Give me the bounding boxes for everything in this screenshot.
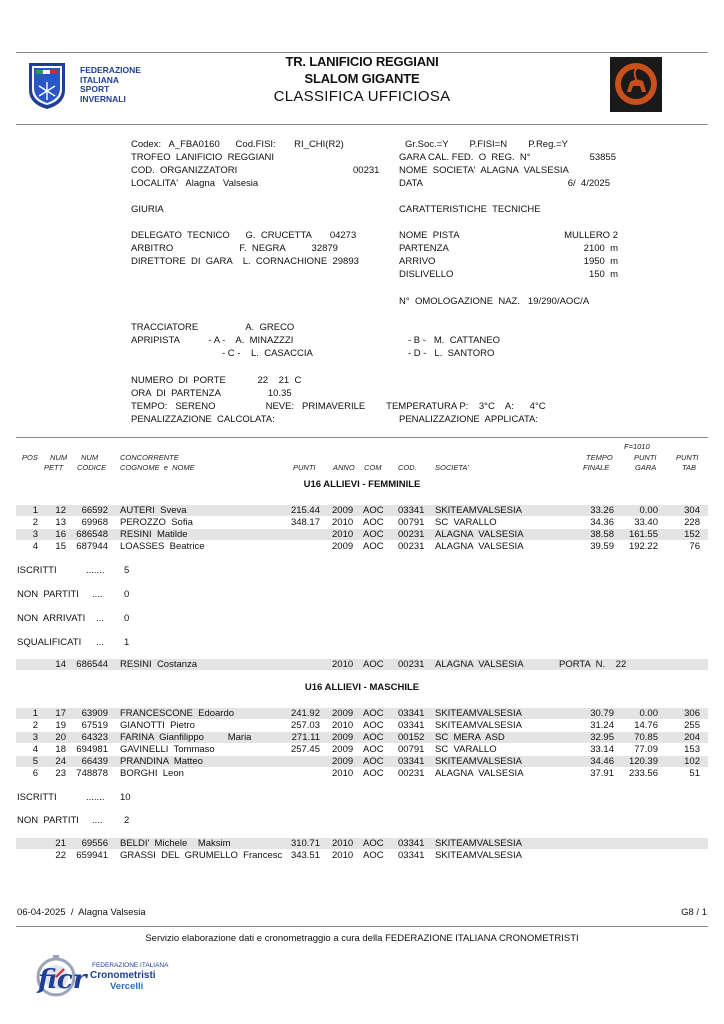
cell-punti: 257.45 — [290, 744, 320, 755]
cell-pos: 3 — [32, 732, 38, 743]
cell-pos: 2 — [32, 720, 38, 731]
trofeo: TROFEO LANIFICIO REGGIANI — [131, 152, 275, 163]
cell-com: AOC — [363, 541, 384, 552]
cell-punti: 348.17 — [290, 517, 320, 528]
gara-cal-label: GARA CAL. FED. O REG. N° — [399, 152, 531, 163]
cell-punti-tab: 204 — [684, 732, 700, 743]
header-rule — [16, 124, 708, 125]
col-num-pett-1: NUM — [50, 453, 68, 462]
cell-anno: 2010 — [332, 720, 354, 731]
cell-punti-tab: 304 — [684, 505, 700, 516]
cell-societa: SKITEAMVALSESIA — [435, 720, 522, 731]
cell-pett: 13 — [55, 517, 66, 528]
non-arrivati-dots: ... — [96, 613, 104, 624]
cell-cod: 03341 — [398, 850, 425, 861]
iscritti-count: 5 — [124, 565, 130, 576]
cell-punti-tab: 102 — [684, 756, 700, 767]
cell-tempo: 30.79 — [590, 708, 614, 719]
cell-cod: 03341 — [398, 838, 425, 849]
non-partiti-label: NON PARTITI — [17, 815, 79, 826]
fisi-logo-line: SPORT — [80, 84, 110, 94]
cell-com: AOC — [363, 744, 384, 755]
cell-com: AOC — [363, 659, 384, 670]
cell-pett: 20 — [55, 732, 66, 743]
codex-line: Codex: A_FBA0160 Cod.FISI: RI_CHI(R2) — [131, 139, 344, 150]
cell-tempo: 32.95 — [590, 732, 614, 743]
cell-anno: 2010 — [332, 659, 354, 670]
cell-codice: 686548 — [76, 529, 108, 540]
club-logo — [610, 57, 662, 112]
cell-pos: 1 — [32, 505, 38, 516]
cell-punti-gara: 192.22 — [628, 541, 658, 552]
ficr-logo — [34, 950, 169, 1000]
fisi-logo-line: FEDERAZIONE — [80, 65, 141, 75]
data-value: 6/ 4/2025 — [567, 178, 610, 189]
cell-societa: SC VARALLO — [435, 517, 497, 528]
cell-anno: 2009 — [332, 541, 354, 552]
cell-nome: GIANOTTI Pietro — [120, 720, 195, 731]
col-societa: SOCIETA' — [435, 463, 469, 472]
cell-cod: 00231 — [398, 541, 425, 552]
squalificati-label: SQUALIFICATI — [17, 637, 82, 648]
caratteristiche-heading: CARATTERISTICHE TECNICHE — [399, 204, 541, 215]
cell-punti-gara: 233.56 — [628, 768, 658, 779]
non-partiti-dots: .... — [92, 815, 103, 826]
cell-anno: 2010 — [332, 850, 354, 861]
cell-pett: 14 — [55, 659, 66, 670]
cell-punti: 310.71 — [290, 838, 320, 849]
cell-societa: SC VARALLO — [435, 744, 497, 755]
cell-anno: 2009 — [332, 732, 354, 743]
cell-cod: 00231 — [398, 529, 425, 540]
squalificati-count: 1 — [124, 637, 130, 648]
cell-anno: 2009 — [332, 744, 354, 755]
col-num-pett-2: PETT — [44, 463, 64, 472]
cell-punti-tab: 152 — [684, 529, 700, 540]
footer-date-place: 06-04-2025 / Alagna Valsesia — [17, 907, 146, 918]
cell-pett: 21 — [55, 838, 66, 849]
cell-pett: 16 — [55, 529, 66, 540]
cell-punti: 215.44 — [290, 505, 320, 516]
cell-punti-gara: 0.00 — [639, 708, 658, 719]
cell-com: AOC — [363, 850, 384, 861]
gr-soc-line: Gr.Soc.=Y P.FISI=N P.Reg.=Y — [405, 139, 568, 150]
col-pos: POS — [22, 453, 38, 462]
footer-rule — [16, 926, 708, 927]
cell-nome: LOASSES Beatrice — [120, 541, 205, 552]
col-f-factor: F=1010 — [624, 442, 650, 451]
col-num-codice-1: NUM — [81, 453, 99, 462]
cell-codice: 659941 — [76, 850, 108, 861]
cell-com: AOC — [363, 838, 384, 849]
cell-societa: SC MERA ASD — [435, 732, 505, 743]
cell-punti-tab: 153 — [684, 744, 700, 755]
section-title-maschile: U16 ALLIEVI - MASCHILE — [304, 682, 420, 693]
cell-punti: 343.51 — [290, 850, 320, 861]
col-punti-tab-1: PUNTI — [676, 453, 699, 462]
cell-nome: FRANCESCONE Edoardo — [120, 708, 235, 719]
col-num-codice-2: CODICE — [77, 463, 107, 472]
non-partiti-dots: .... — [92, 589, 103, 600]
col-com: COM — [364, 463, 382, 472]
cod-org-value: 00231 — [353, 165, 380, 176]
delegato-tecnico: DELEGATO TECNICO G. CRUCETTA 04273 — [131, 230, 357, 241]
cell-nome: BORGHI Leon — [120, 768, 184, 779]
cell-societa: ALAGNA VALSESIA — [435, 659, 524, 670]
cell-codice: 694981 — [76, 744, 108, 755]
iscritti-count: 10 — [120, 792, 131, 803]
col-concorrente-2: COGNOME e NOME — [120, 463, 195, 472]
cell-punti-gara: 120.39 — [628, 756, 658, 767]
arbitro: ARBITRO F. NEGRA 32879 — [131, 243, 338, 254]
giuria-heading: GIURIA — [131, 204, 164, 215]
cell-anno: 2009 — [332, 756, 354, 767]
localita: LOCALITA' Alagna Valsesia — [131, 178, 259, 189]
cell-cod: 03341 — [398, 708, 425, 719]
direttore-gara: DIRETTORE DI GARA L. CORNACHIONE 29893 — [131, 256, 359, 267]
cell-pett: 17 — [55, 708, 66, 719]
iscritti-label: ISCRITTI — [17, 792, 57, 803]
cell-anno: 2010 — [332, 529, 354, 540]
footer-service-note: Servizio elaborazione dati e cronometraggio a cura della FEDERAZIONE ITALIANA CRONOMETRISTI — [145, 933, 579, 944]
cell-punti: 271.11 — [291, 732, 320, 743]
cell-pos: 4 — [32, 744, 38, 755]
cell-codice: 748878 — [76, 768, 108, 779]
cell-pett: 19 — [55, 720, 66, 731]
cell-cod: 00791 — [398, 744, 425, 755]
cell-societa: SKITEAMVALSESIA — [435, 756, 522, 767]
fisi-logo-line: INVERNALI — [80, 93, 126, 104]
fisi-logo-text — [80, 66, 141, 104]
partenza-label: PARTENZA — [399, 243, 449, 254]
cell-com: AOC — [363, 768, 384, 779]
cell-nome: RESINI Matilde — [120, 529, 188, 540]
cell-anno: 2010 — [332, 517, 354, 528]
iscritti-label: ISCRITTI — [17, 565, 57, 576]
penalizzazione-calcolata: PENALIZZAZIONE CALCOLATA: — [131, 414, 275, 425]
cell-nome: RESINI Costanza — [120, 659, 198, 670]
cell-punti-gara: 77.09 — [634, 744, 658, 755]
partenza-value: 2100 m — [583, 243, 618, 254]
cell-pett: 24 — [55, 756, 66, 767]
footer-page-number: G8 / 1 — [681, 907, 707, 918]
cell-punti-gara: 70.85 — [634, 732, 658, 743]
cell-pos: 5 — [32, 756, 38, 767]
cell-nome: AUTERI Sveva — [120, 505, 187, 516]
section-title-femminile: U16 ALLIEVI - FEMMINILE — [303, 479, 421, 490]
iscritti-dots: ....... — [86, 565, 105, 576]
col-tempo-2: FINALE — [583, 463, 610, 472]
cell-nome: FARINA Gianfilippo Maria — [120, 732, 252, 743]
omologazione: N° OMOLOGAZIONE NAZ. 19/290/AOC/A — [399, 296, 590, 307]
col-cod: COD. — [398, 463, 417, 472]
cell-punti-gara: 0.00 — [639, 505, 658, 516]
cell-nome: PRANDINA Matteo — [120, 756, 203, 767]
non-arrivati-label: NON ARRIVATI — [17, 613, 86, 624]
cell-cod: 03341 — [398, 756, 425, 767]
cell-pett: 12 — [55, 505, 66, 516]
cell-codice: 66439 — [81, 756, 108, 767]
cell-com: AOC — [363, 720, 384, 731]
arrivo-value: 1950 m — [583, 256, 618, 267]
cell-societa: SKITEAMVALSESIA — [435, 850, 522, 861]
cell-punti: 257.03 — [290, 720, 320, 731]
cell-codice: 686544 — [76, 659, 108, 670]
cell-pett: 15 — [55, 541, 66, 552]
penalizzazione-applicata: PENALIZZAZIONE APPLICATA: — [399, 414, 539, 425]
cell-tempo: 34.36 — [590, 517, 614, 528]
numero-porte: NUMERO DI PORTE 22 21 C — [131, 375, 302, 386]
data-label: DATA — [399, 178, 423, 189]
ficr-line-1: FEDERAZIONE ITALIANA — [92, 962, 169, 969]
dislivello-value: 150 m — [588, 269, 618, 280]
col-punti: PUNTI — [293, 463, 316, 472]
cell-punti-tab: 255 — [684, 720, 700, 731]
fisi-logo-line: ITALIANA — [80, 74, 120, 85]
cell-punti-tab: 306 — [684, 708, 700, 719]
cell-anno: 2010 — [332, 838, 354, 849]
cell-codice: 69968 — [81, 517, 108, 528]
cell-codice: 69556 — [81, 838, 108, 849]
cell-pett: 22 — [55, 850, 66, 861]
col-punti-gara-2: GARA — [635, 463, 657, 472]
cell-tempo: 33.26 — [590, 505, 614, 516]
cell-punti-tab: 51 — [689, 768, 700, 779]
top-rule — [16, 52, 708, 53]
cell-societa: ALAGNA VALSESIA — [435, 529, 524, 540]
col-tempo-1: TEMPO — [586, 453, 613, 462]
fisi-shield-icon — [26, 60, 68, 110]
cell-anno: 2009 — [332, 505, 354, 516]
info-rule — [16, 437, 708, 438]
cell-dsq-note: PORTA N. 22 — [559, 659, 627, 670]
cell-nome: GAVINELLI Tommaso — [120, 744, 215, 755]
tempo-meteo: TEMPO: SERENO NEVE: PRIMAVERILE TEMPERATURA P: 3°C A: 4°C — [131, 401, 546, 412]
cell-pos: 1 — [32, 708, 38, 719]
cell-tempo: 31.24 — [590, 720, 614, 731]
non-partiti-count: 0 — [124, 589, 130, 600]
cell-pos: 2 — [32, 517, 38, 528]
cell-com: AOC — [363, 505, 384, 516]
cell-societa: SKITEAMVALSESIA — [435, 708, 522, 719]
cell-tempo: 38.58 — [590, 529, 614, 540]
cell-tempo: 39.59 — [590, 541, 614, 552]
cell-anno: 2009 — [332, 708, 354, 719]
cell-societa: SKITEAMVALSESIA — [435, 505, 522, 516]
cell-pett: 23 — [55, 768, 66, 779]
cell-punti-gara: 161.55 — [628, 529, 658, 540]
cell-com: AOC — [363, 529, 384, 540]
cell-cod: 03341 — [398, 505, 425, 516]
squalificati-dots: ... — [96, 637, 104, 648]
cell-codice: 64323 — [81, 732, 108, 743]
tracciatore: TRACCIATORE A. GRECO — [131, 322, 295, 333]
apripista-c: - C - L. CASACCIA — [222, 348, 313, 359]
cell-com: AOC — [363, 708, 384, 719]
title-line-3: CLASSIFICA UFFICIOSA — [273, 88, 451, 105]
cell-codice: 687944 — [76, 541, 108, 552]
cell-societa: ALAGNA VALSESIA — [435, 768, 524, 779]
apripista-a: APRIPISTA - A - A. MINAZZZI — [131, 335, 294, 346]
cell-codice: 66592 — [81, 505, 108, 516]
cell-nome: BELDI' Michele Maksim — [120, 838, 231, 849]
cell-com: AOC — [363, 732, 384, 743]
apripista-d: - D - L. SANTORO — [408, 348, 495, 359]
cell-cod: 03341 — [398, 720, 425, 731]
apripista-b: - B - M. CATTANEO — [408, 335, 501, 346]
cell-codice: 63909 — [81, 708, 108, 719]
title-line-1: TR. LANIFICIO REGGIANI — [285, 54, 439, 69]
ficr-line-2: Cronometristi — [90, 970, 156, 981]
col-punti-gara-1: PUNTI — [634, 453, 657, 462]
arrivo-label: ARRIVO — [399, 256, 436, 267]
cell-com: AOC — [363, 517, 384, 528]
nome-societa: NOME SOCIETA' ALAGNA VALSESIA — [399, 165, 569, 176]
cell-pos: 4 — [32, 541, 38, 552]
non-partiti-count: 2 — [124, 815, 130, 826]
cell-cod: 00152 — [398, 732, 425, 743]
cell-tempo: 34.46 — [590, 756, 614, 767]
nome-pista-value: MULLERO 2 — [564, 230, 618, 241]
ora-partenza: ORA DI PARTENZA 10.35 — [131, 388, 292, 399]
fisi-logo — [26, 60, 156, 110]
cod-org-label: COD. ORGANIZZATORI — [131, 165, 238, 176]
cell-pos: 6 — [32, 768, 38, 779]
iscritti-dots: ....... — [86, 792, 105, 803]
cell-punti-gara: 14.76 — [634, 720, 658, 731]
ficr-mark: ficr — [38, 965, 87, 995]
col-anno: ANNO — [333, 463, 355, 472]
cell-pett: 18 — [55, 744, 66, 755]
cell-cod: 00231 — [398, 659, 425, 670]
col-punti-tab-2: TAB — [682, 463, 697, 472]
cell-punti-gara: 33.40 — [634, 517, 658, 528]
non-arrivati-count: 0 — [124, 613, 130, 624]
cell-tempo: 37.91 — [590, 768, 614, 779]
cell-nome: GRASSI DEL GRUMELLO Francesc — [120, 850, 283, 861]
non-partiti-label: NON PARTITI — [17, 589, 79, 600]
cell-cod: 00231 — [398, 768, 425, 779]
title-line-2: SLALOM GIGANTE — [304, 71, 420, 86]
cell-codice: 67519 — [81, 720, 108, 731]
cell-nome: PEROZZO Sofia — [120, 517, 193, 528]
gara-cal-number: 53855 — [589, 152, 616, 163]
cell-com: AOC — [363, 756, 384, 767]
cell-tempo: 33.14 — [590, 744, 614, 755]
dislivello-label: DISLIVELLO — [399, 269, 454, 280]
cell-cod: 00791 — [398, 517, 425, 528]
cell-punti: 241.92 — [290, 708, 320, 719]
cell-punti-tab: 76 — [689, 541, 700, 552]
ibex-emblem-icon — [610, 57, 662, 112]
cell-societa: SKITEAMVALSESIA — [435, 838, 522, 849]
cell-pos: 3 — [32, 529, 38, 540]
cell-anno: 2010 — [332, 768, 354, 779]
ficr-line-3: Vercelli — [110, 981, 144, 992]
cell-societa: ALAGNA VALSESIA — [435, 541, 524, 552]
nome-pista-label: NOME PISTA — [399, 230, 460, 241]
cell-punti-tab: 228 — [684, 517, 700, 528]
col-concorrente-1: CONCORRENTE — [120, 453, 179, 462]
